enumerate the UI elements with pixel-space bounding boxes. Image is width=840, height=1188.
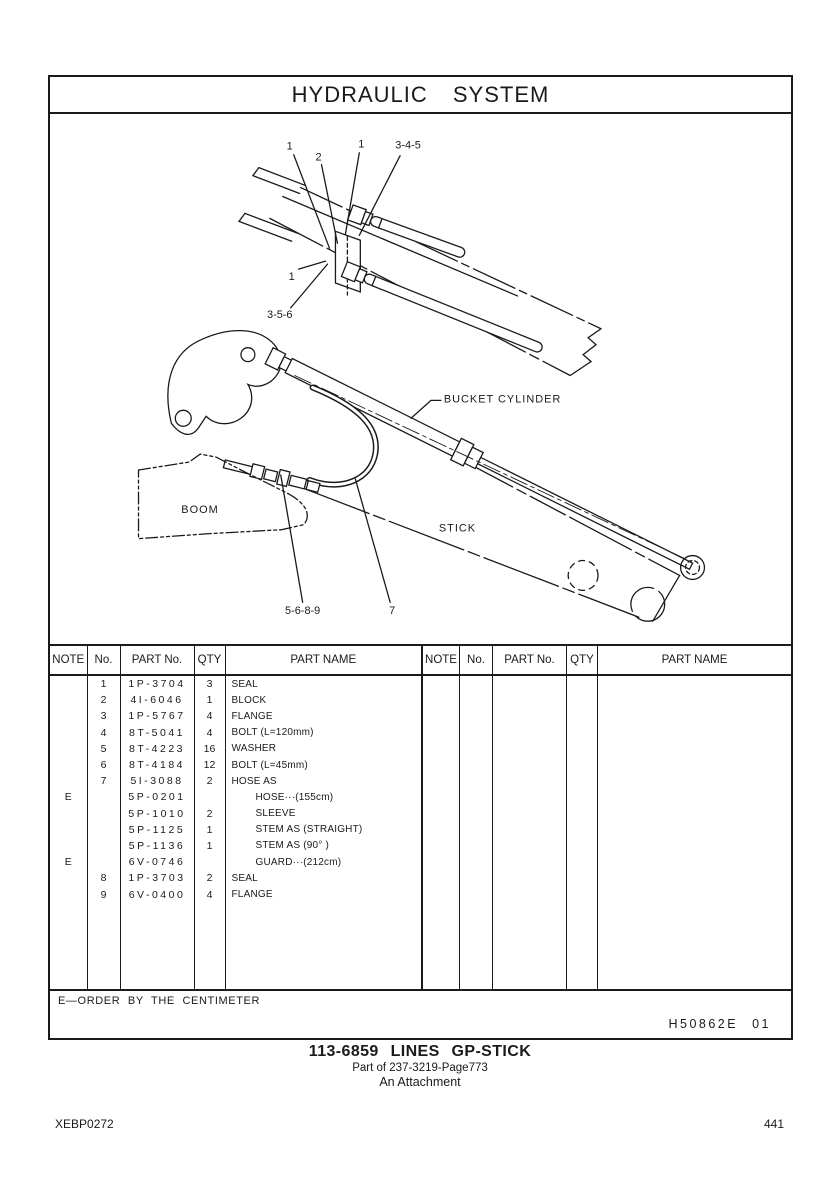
label-bucket-cylinder: BUCKET CYLINDER [443, 393, 562, 406]
col-header-part-no: PART No. [493, 646, 567, 675]
table-header-row [423, 646, 792, 675]
cell-qty [194, 789, 225, 805]
leader-bucket-cylinder [411, 400, 441, 418]
leader-5689 [281, 475, 303, 602]
cell-note [50, 806, 87, 822]
cell-part: 6V-0746 [120, 854, 194, 870]
table-row [50, 854, 422, 870]
cell-name: BOLT (L=120mm) [225, 725, 422, 741]
col-header-qty: QTY [194, 646, 225, 675]
table-row [50, 886, 422, 902]
tube-assembly-upper [348, 205, 467, 261]
cell-name: GUARD···(212cm) [225, 854, 422, 870]
cell-note: E [50, 789, 87, 805]
callout-7: 7 [389, 605, 396, 618]
cell-qty: 12 [194, 757, 225, 773]
cell-note [50, 692, 87, 708]
diagram-svg [50, 114, 791, 644]
cell-part: 8T-4223 [120, 741, 194, 757]
cell-note [50, 757, 87, 773]
upper-assembly [239, 153, 601, 376]
cell-qty: 2 [194, 773, 225, 789]
cell-name: BOLT (L=45mm) [225, 757, 422, 773]
leader-7 [355, 479, 390, 602]
callout-3-4-5: 3-4-5 [395, 139, 421, 152]
cell-name: WASHER [225, 741, 422, 757]
rod-eye-circle [681, 556, 705, 580]
cell-qty: 1 [194, 822, 225, 838]
col-header-part-no: PART No. [120, 646, 194, 675]
table-row [50, 838, 422, 854]
callout-1b: 1 [358, 138, 365, 151]
table-header-row [50, 646, 422, 675]
bracket [168, 331, 281, 435]
table-row [50, 708, 422, 724]
cell-no: 9 [87, 886, 120, 902]
table-row [50, 675, 422, 692]
callout-2: 2 [315, 151, 322, 164]
cell-no [87, 806, 120, 822]
table-row [50, 741, 422, 757]
cell-no [87, 854, 120, 870]
doc-revision: 01 [752, 1017, 771, 1031]
table-filler-row [423, 675, 792, 989]
cell-no [87, 838, 120, 854]
table-row [50, 822, 422, 838]
pin-boss-circle [631, 587, 665, 621]
cell-part: 5P-1125 [120, 822, 194, 838]
cell-part: 5P-1010 [120, 806, 194, 822]
cell-no: 8 [87, 870, 120, 886]
cell-name: STEM AS (STRAIGHT) [225, 822, 422, 838]
cell-no: 2 [87, 692, 120, 708]
caption-attachment: An Attachment [379, 1075, 461, 1089]
cell-name: HOSE AS [225, 773, 422, 789]
table-filler-row [50, 903, 422, 989]
cell-note [50, 741, 87, 757]
parts-table-right [422, 646, 791, 989]
cell-part: 1P-3704 [120, 675, 194, 692]
cell-qty: 1 [194, 692, 225, 708]
break-edge [570, 329, 601, 376]
cell-note [50, 886, 87, 902]
boom-outline [139, 454, 308, 539]
table-row [50, 806, 422, 822]
lower-assembly [139, 331, 705, 622]
callout-3-5-6: 3-5-6 [266, 308, 293, 321]
cell-name: SEAL [225, 870, 422, 886]
stick-bottom-edge [295, 485, 639, 617]
cell-qty: 2 [194, 806, 225, 822]
cell-name: FLANGE [225, 708, 422, 724]
label-boom: BOOM [181, 503, 219, 516]
page-title: HYDRAULIC SYSTEM [291, 81, 550, 107]
cell-no: 7 [87, 773, 120, 789]
pin-boss-circle [568, 561, 598, 591]
cell-no [87, 822, 120, 838]
cell-part: 4I-6046 [120, 692, 194, 708]
table-row [50, 773, 422, 789]
cell-part: 1P-5767 [120, 708, 194, 724]
cell-part: 8T-4184 [120, 757, 194, 773]
label-stick: STICK [438, 522, 477, 535]
cell-qty: 2 [194, 870, 225, 886]
leader-1c [299, 261, 326, 269]
cell-no [87, 789, 120, 805]
order-note: E—ORDER BY THE CENTIMETER [58, 995, 261, 1007]
cell-part: 5P-0201 [120, 789, 194, 805]
hydraulic-diagram [50, 114, 791, 646]
cell-no: 3 [87, 708, 120, 724]
cell-part: 1P-3703 [120, 870, 194, 886]
cell-no: 5 [87, 741, 120, 757]
page-number: 441 [763, 1117, 784, 1131]
cell-note [50, 838, 87, 854]
parts-table-left [50, 646, 422, 989]
cell-part: 5I-3088 [120, 773, 194, 789]
col-header-no: No. [87, 646, 120, 675]
cell-part: 6V-0400 [120, 886, 194, 902]
tube-assembly-lower [341, 262, 544, 356]
cell-note: E [50, 854, 87, 870]
callout-5-6-8-9: 5-6-8-9 [285, 605, 321, 618]
cell-note [50, 870, 87, 886]
doc-code-value: H50862E [668, 1017, 739, 1031]
fittings-row [223, 456, 321, 494]
cell-note [50, 773, 87, 789]
cell-part: 5P-1136 [120, 838, 194, 854]
table-row [50, 870, 422, 886]
figure-caption [0, 1043, 840, 1089]
col-header-note: NOTE [50, 646, 87, 675]
cell-name: HOSE···(155cm) [225, 789, 422, 805]
col-header-qty: QTY [567, 646, 598, 675]
cell-no: 4 [87, 725, 120, 741]
title-bar [50, 77, 791, 114]
cell-name: SEAL [225, 675, 422, 692]
document-code [668, 1017, 771, 1031]
drawing-sheet [48, 75, 793, 1040]
cell-name: STEM AS (90° ) [225, 838, 422, 854]
cell-name: SLEEVE [225, 806, 422, 822]
cell-note [50, 708, 87, 724]
caption-subtitle: Part of 237-3219-Page773 [352, 1062, 488, 1074]
cell-qty: 16 [194, 741, 225, 757]
cell-note [50, 822, 87, 838]
table-row [50, 725, 422, 741]
cell-name: FLANGE [225, 886, 422, 902]
caption-title: 113-6859 LINES GP-STICK [308, 1043, 532, 1060]
table-row [50, 692, 422, 708]
col-header-part-name: PART NAME [598, 646, 792, 675]
cell-note [50, 725, 87, 741]
cell-part: 8T-5041 [120, 725, 194, 741]
bucket-cylinder-body [264, 345, 697, 577]
cell-qty: 4 [194, 886, 225, 902]
cell-name: BLOCK [225, 692, 422, 708]
cell-qty: 4 [194, 708, 225, 724]
cell-no: 1 [87, 675, 120, 692]
callout-1c: 1 [288, 271, 295, 284]
cell-no: 6 [87, 757, 120, 773]
leader-356 [288, 264, 328, 308]
cell-qty: 3 [194, 675, 225, 692]
col-header-no: No. [460, 646, 493, 675]
callout-1a: 1 [286, 140, 293, 153]
table-row [50, 757, 422, 773]
footnote-row [50, 991, 791, 1038]
cell-qty [194, 854, 225, 870]
col-header-note: NOTE [423, 646, 460, 675]
form-number: XEBP0272 [55, 1117, 114, 1131]
col-header-part-name: PART NAME [225, 646, 422, 675]
cell-note [50, 675, 87, 692]
parts-table [50, 646, 791, 991]
cell-qty: 4 [194, 725, 225, 741]
table-row [50, 789, 422, 805]
cell-qty: 1 [194, 838, 225, 854]
